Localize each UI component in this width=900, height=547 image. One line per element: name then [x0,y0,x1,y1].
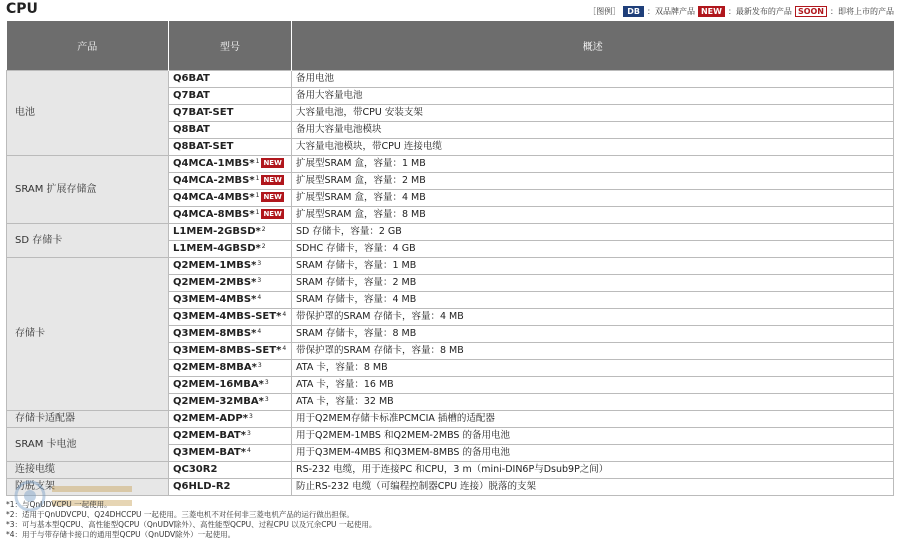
model-cell [169,275,292,292]
category-cell: 存储卡 [7,258,169,411]
description-cell: SRAM 存储卡，容量：4 MB [292,292,894,309]
footnotes [6,500,376,540]
model-name: Q3MEM-BAT* [173,447,246,458]
model-name: Q2MEM-BAT* [173,430,246,441]
description-cell: 备用电池 [292,71,894,88]
description-cell: SDHC 存储卡，容量：4 GB [292,241,894,258]
new-tag: NEW [698,6,725,17]
footnote-ref: 4 [282,311,287,318]
model-name: Q2MEM-2MBS* [173,277,257,288]
soon-tag: SOON [795,6,827,17]
footnote: *3：可与基本型QCPU、高性能型QCPU（QnUDV除外）、高性能型QCPU、过程CPU 以及冗余CPU 一起使用。 [6,520,377,529]
table-row [7,428,894,445]
model-name: Q2MEM-8MBA* [173,362,257,373]
model-name: Q8BAT-SET [173,141,234,152]
description-cell: 带保护罩的SRAM 存储卡，容量：8 MB [292,343,894,360]
model-name: Q7BAT [173,90,210,101]
footnote-ref: 4 [257,294,262,301]
description-cell: 防止RS-232 电缆（可编程控制器CPU 连接）脱落的支架 [292,479,894,496]
model-name: Q2MEM-ADP* [173,413,248,424]
description-cell: 大容量电池模块，带CPU 连接电缆 [292,139,894,156]
soon-text: ：即将上市的产品 [830,7,894,16]
model-cell [169,343,292,360]
footnote-ref: 3 [257,362,262,369]
model-cell [169,156,292,173]
new-badge: NEW [263,193,282,201]
model-cell [169,428,292,445]
footnote: *1：与QnUDVCPU 一起使用。 [6,500,112,509]
category-cell: 连接电缆 [7,462,169,479]
model-cell [169,326,292,343]
model-cell [169,309,292,326]
table-row [7,479,894,496]
header-desc: 概述 [292,21,894,71]
description-cell: ATA 卡，容量：32 MB [292,394,894,411]
model-cell [169,173,292,190]
model-name: L1MEM-2GBSD* [173,226,261,237]
model-cell [169,445,292,462]
model-cell [169,207,292,224]
description-cell: 大容量电池，带CPU 安装支架 [292,105,894,122]
description-cell: 扩展型SRAM 盒，容量：1 MB [292,156,894,173]
footnote-ref: 3 [264,396,269,403]
db-tag: DB [623,6,644,17]
model-name: Q4MCA-4MBS* [173,192,255,203]
model-cell [169,411,292,428]
description-cell: SRAM 存储卡，容量：1 MB [292,258,894,275]
description-cell: 备用大容量电池模块 [292,122,894,139]
table-row [7,71,894,88]
table-row [7,462,894,479]
model-name: L1MEM-4GBSD* [173,243,261,254]
table-header-row [7,21,894,71]
footnote-ref: 1 [255,192,260,199]
header-product: 产品 [7,21,169,71]
table-row [7,156,894,173]
db-text: ：双品牌产品 [646,7,695,16]
model-name: Q8BAT [173,124,210,135]
footnote-ref: 4 [257,328,262,335]
footnote: *4：用于与带存储卡接口的通用型QCPU（QnUDV除外）一起使用。 [6,530,236,539]
new-badge: NEW [263,159,282,167]
description-cell: RS-232 电缆，用于连接PC 和CPU，3 m（mini-DIN6P与Dsub9P之间） [292,462,894,479]
model-name: Q3MEM-4MBS* [173,294,257,305]
category-cell: SRAM 扩展存储盒 [7,156,169,224]
footnote-ref: 1 [255,158,260,165]
model-cell [169,479,292,496]
model-cell [169,88,292,105]
description-cell: 扩展型SRAM 盒，容量：8 MB [292,207,894,224]
table-body [7,71,894,496]
description-cell: ATA 卡，容量：16 MB [292,377,894,394]
description-cell: 备用大容量电池 [292,88,894,105]
footnote-ref: 1 [255,209,260,216]
model-name: Q3MEM-4MBS-SET* [173,311,282,322]
model-cell [169,377,292,394]
model-cell [169,394,292,411]
description-cell: SRAM 存储卡，容量：2 MB [292,275,894,292]
model-name: QC30R2 [173,464,218,475]
model-name: Q6BAT [173,73,210,84]
footnote-ref: 4 [246,447,251,454]
description-cell: 用于Q2MEM存储卡标准PCMCIA 插槽的适配器 [292,411,894,428]
category-cell: 存储卡适配器 [7,411,169,428]
footnote-ref: 3 [246,430,251,437]
footnote-ref: 4 [282,345,287,352]
model-cell [169,258,292,275]
model-cell [169,139,292,156]
product-table [6,21,894,496]
description-cell: 扩展型SRAM 盒，容量：4 MB [292,190,894,207]
description-cell: 用于Q3MEM-4MBS 和Q3MEM-8MBS 的备用电池 [292,445,894,462]
description-cell: 带保护罩的SRAM 存储卡，容量：4 MB [292,309,894,326]
footnote: *2：适用于QnUDVCPU、Q24DHCCPU 一起使用。三菱电机不对任何非三菱电机产品的运行做出担保。 [6,510,354,519]
description-cell: ATA 卡，容量：8 MB [292,360,894,377]
model-cell [169,241,292,258]
model-name: Q3MEM-8MBS* [173,328,257,339]
model-cell [169,292,292,309]
description-cell: 扩展型SRAM 盒，容量：2 MB [292,173,894,190]
model-cell [169,105,292,122]
table-row [7,411,894,428]
footnote-ref: 1 [255,175,260,182]
legend-prefix: ［图例］ [588,7,621,16]
model-cell [169,122,292,139]
model-cell [169,224,292,241]
footnote-ref: 3 [264,379,269,386]
model-name: Q4MCA-1MBS* [173,158,255,169]
new-badge: NEW [263,210,282,218]
category-cell: SD 存储卡 [7,224,169,258]
table-row [7,258,894,275]
model-cell [169,462,292,479]
new-text: ：最新发布的产品 [727,7,792,16]
category-cell: SRAM 卡电池 [7,428,169,462]
model-cell [169,71,292,88]
footnote-ref: 2 [261,226,266,233]
model-name: Q3MEM-8MBS-SET* [173,345,282,356]
footnote-ref: 2 [261,243,266,250]
description-cell: 用于Q2MEM-1MBS 和Q2MEM-2MBS 的备用电池 [292,428,894,445]
legend [588,6,894,17]
model-cell [169,190,292,207]
model-cell [169,360,292,377]
model-name: Q4MCA-8MBS* [173,209,255,220]
footnote-ref: 3 [248,413,253,420]
header-model: 型号 [169,21,292,71]
description-cell: SRAM 存储卡，容量：8 MB [292,326,894,343]
model-name: Q2MEM-16MBA* [173,379,264,390]
model-name: Q7BAT-SET [173,107,234,118]
model-name: Q2MEM-32MBA* [173,396,264,407]
model-name: Q6HLD-R2 [173,481,231,492]
footnote-ref: 3 [257,260,262,267]
category-cell: 电池 [7,71,169,156]
footnote-ref: 3 [257,277,262,284]
model-name: Q2MEM-1MBS* [173,260,257,271]
model-name: Q4MCA-2MBS* [173,175,255,186]
new-badge: NEW [263,176,282,184]
category-cell: 防脱支架 [7,479,169,496]
description-cell: SD 存储卡，容量：2 GB [292,224,894,241]
page-title: CPU [6,1,38,17]
table-row [7,224,894,241]
